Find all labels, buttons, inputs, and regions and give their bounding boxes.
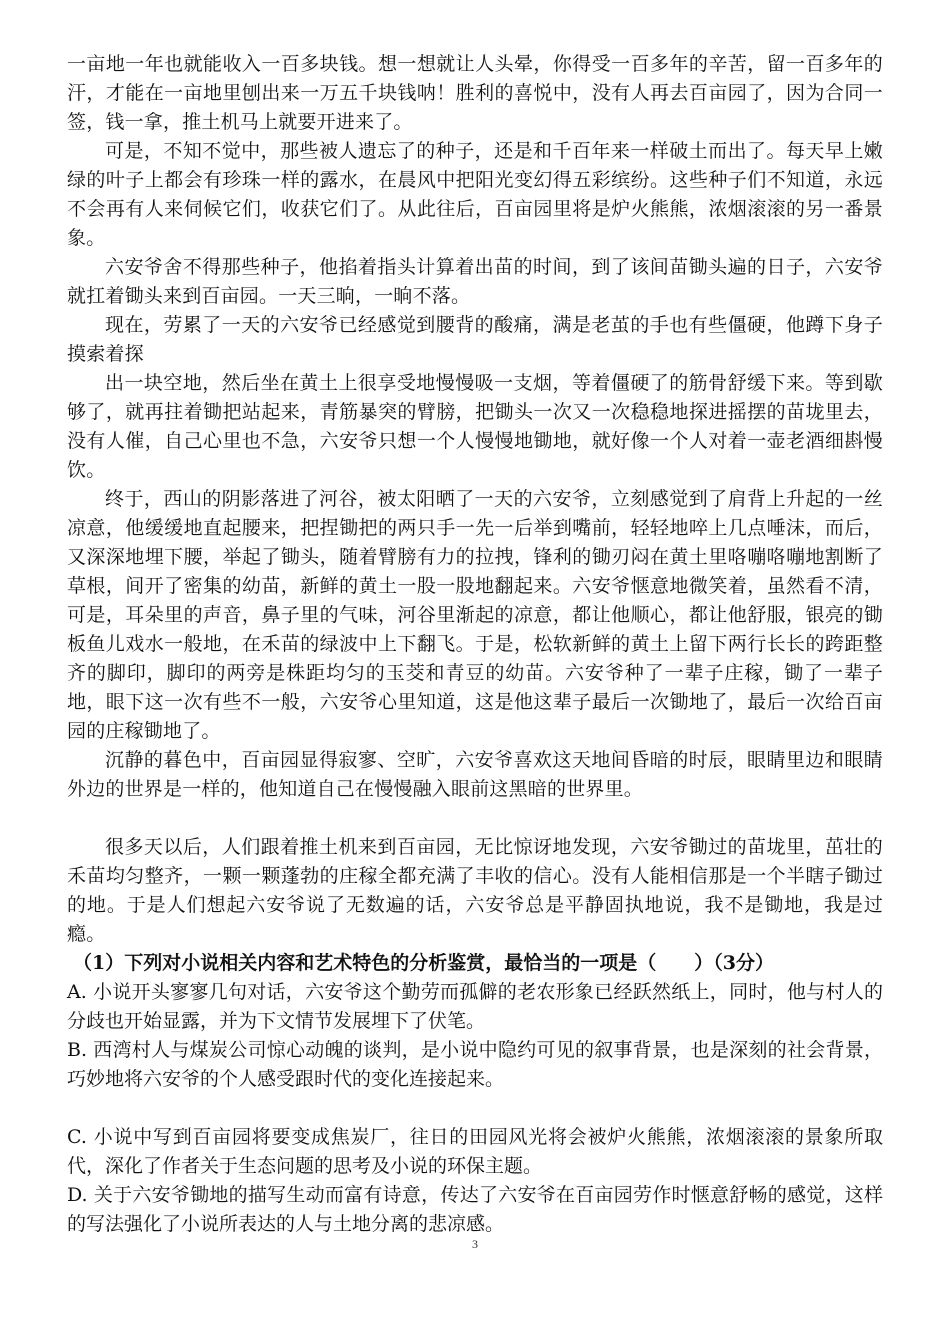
option-d: D. 关于六安爷锄地的描写生动而富有诗意，传达了六安爷在百亩园劳作时惬意舒畅的感觉，这样的写法强化了小说所表达的人与土地分离的悲凉感。 xyxy=(67,1184,883,1235)
paragraph-spacer xyxy=(67,804,883,833)
story-paragraph-5: 出一块空地，然后坐在黄土上很享受地慢慢吸一支烟，等着僵硬了的筋骨舒缓下来。等到歇够了，就再拄着锄把站起来，青筋暴突的臂膀，把锄头一次又一次稳稳地探进摇摆的苗垅里去，没有人催，自己心里也不急，六安爷只想一个人慢慢地锄地，就好像一个人对着一壶老酒细斟慢饮。 xyxy=(67,372,883,481)
option-c: C. 小说中写到百亩园将要变成焦炭厂，往日的田园风光将会被炉火熊熊，浓烟滚滚的景象所取代，深化了作者关于生态问题的思考及小说的环保主题。 xyxy=(67,1126,883,1177)
document-page xyxy=(67,50,883,1239)
story-paragraph-2: 可是，不知不觉中，那些被人遗忘了的种子，还是和千百年来一样破土而出了。每天早上嫩绿的叶子上都会有珍珠一样的露水，在晨风中把阳光变幻得五彩缤纷。这些种子们不知道，永远不会再有人来伺候它们，收获它们了。从此往后，百亩园里将是炉火熊熊，浓烟滚滚的另一番景象。 xyxy=(67,140,883,249)
story-paragraph-8: 很多天以后，人们跟着推土机来到百亩园，无比惊讶地发现，六安爷锄过的苗垅里，茁壮的禾苗均匀整齐，一颗一颗蓬勃的庄稼全都充满了丰收的信心。没有人能相信那是一个半瞎子锄过的地。于是人们想起六安爷说了无数遍的话，六安爷总是平静固执地说，我不是锄地，我是过瘾。 xyxy=(67,836,883,945)
story-paragraph-6: 终于，西山的阴影落进了河谷，被太阳晒了一天的六安爷，立刻感觉到了肩背上升起的一丝凉意，他缓缓地直起腰来，把捏锄把的两只手一先一后举到嘴前，轻轻地啐上几点唾沫，而后，又深深地埋下腰，举起了锄头，随着臂膀有力的拉拽，锋利的锄刃闷在黄土里咯嘣咯嘣地割断了草根，间开了密集的幼苗，新鲜的黄土一股一股地翻起来。六安爷惬意地微笑着，虽然看不清，可是，耳朵里的声音，鼻子里的气味，河谷里渐起的凉意，都让他顺心，都让他舒服，银亮的锄板鱼儿戏水一般地，在禾苗的绿波中上下翻飞。于是，松软新鲜的黄土上留下两行长长的跨距整齐的脚印，脚印的两旁是株距均匀的玉茭和青豆的幼苗。六安爷种了一辈子庄稼，锄了一辈子地，眼下这一次有些不一般，六安爷心里知道，这是他这辈子最后一次锄地了，最后一次给百亩园的庄稼锄地了。 xyxy=(67,488,883,742)
story-paragraph-4: 现在，劳累了一天的六安爷已经感觉到腰背的酸痛，满是老茧的手也有些僵硬，他蹲下身子摸索着探 xyxy=(67,314,883,365)
option-b: B. 西湾村人与煤炭公司惊心动魄的谈判，是小说中隐约可见的叙事背景，也是深刻的社会背景，巧妙地将六安爷的个人感受跟时代的变化连接起来。 xyxy=(67,1039,883,1090)
page-number: 3 xyxy=(472,1237,478,1251)
question-stem: （1）下列对小说相关内容和艺术特色的分析鉴赏，最恰当的一项是（ ）（3分） xyxy=(73,952,774,974)
option-spacer xyxy=(67,1094,883,1123)
story-paragraph-7: 沉静的暮色中，百亩园显得寂寥、空旷，六安爷喜欢这天地间昏暗的时辰，眼睛里边和眼睛外边的世界是一样的，他知道自己在慢慢融入眼前这黑暗的世界里。 xyxy=(67,749,883,800)
story-paragraph-3: 六安爷舍不得那些种子，他掐着指头计算着出苗的时间，到了该间苗锄头遍的日子，六安爷就扛着锄头来到百亩园。一天三晌，一晌不落。 xyxy=(67,256,883,307)
option-a: A. 小说开头寥寥几句对话，六安爷这个勤劳而孤僻的老农形象已经跃然纸上，同时，他与村人的分歧也开始显露，并为下文情节发展埋下了伏笔。 xyxy=(67,981,883,1032)
story-paragraph-1: 一亩地一年也就能收入一百多块钱。想一想就让人头晕，你得受一百多年的辛苦，留一百多年的汗，才能在一亩地里刨出来一万五千块钱呐！胜利的喜悦中，没有人再去百亩园了，因为合同一签，钱一拿，推土机马上就要开进来了。 xyxy=(67,53,883,133)
